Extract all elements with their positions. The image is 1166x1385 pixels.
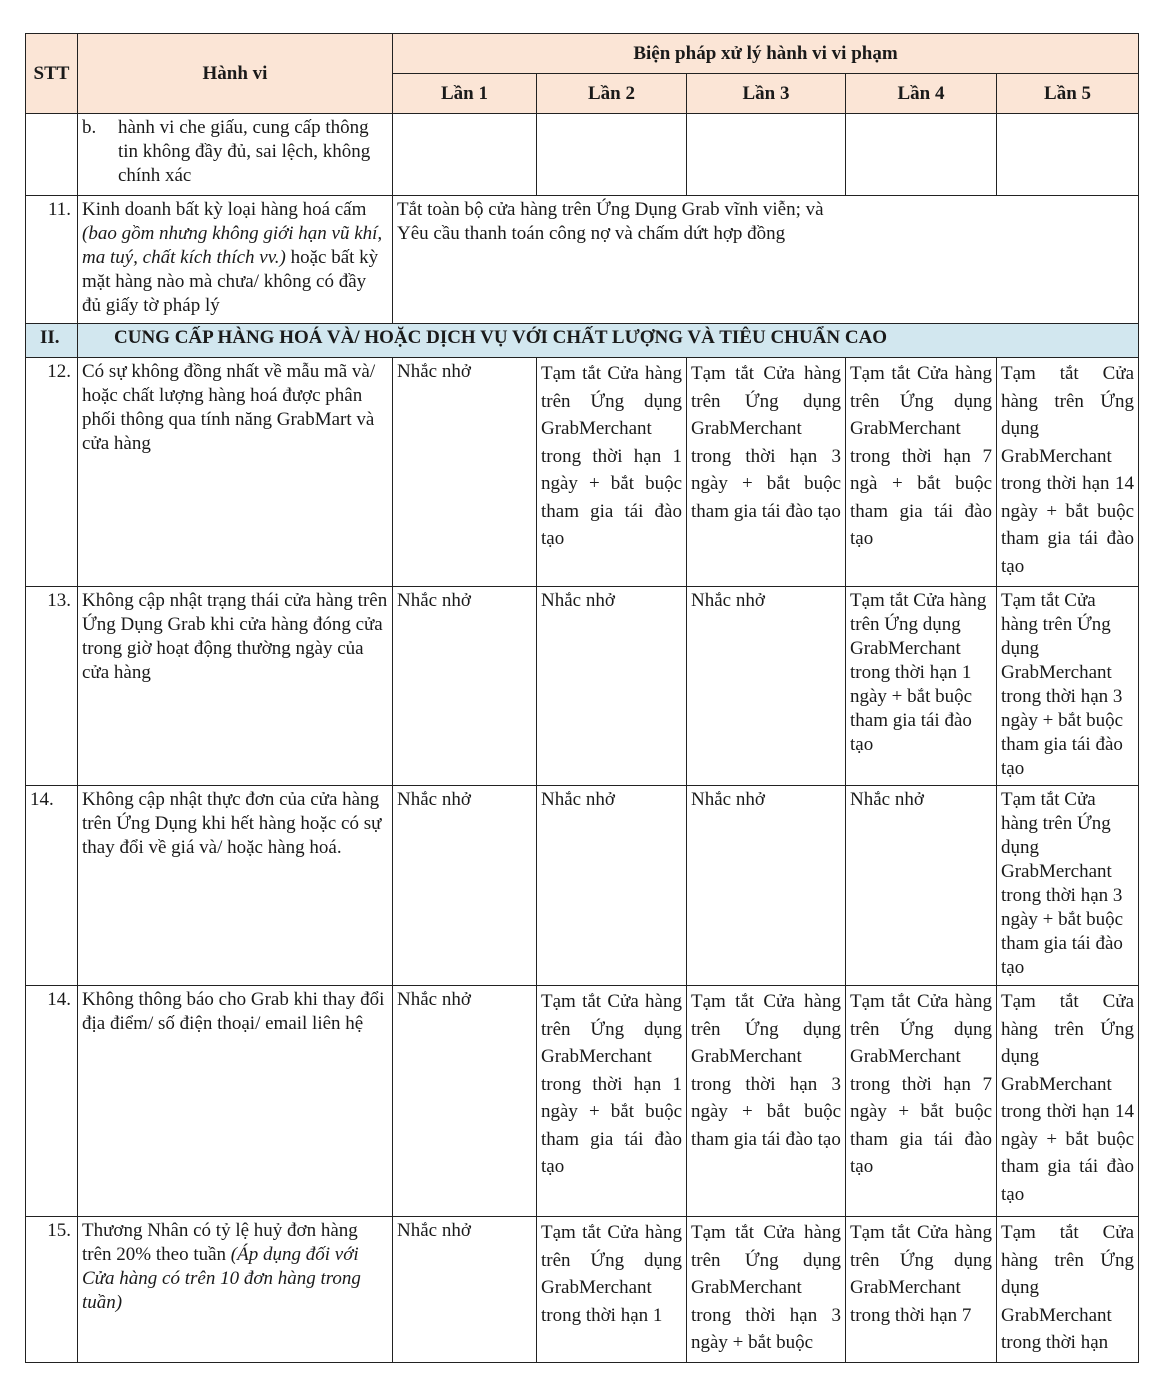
header-time-4: Lần 4	[846, 74, 997, 114]
behavior-cell	[78, 196, 393, 324]
stt-cell: 15.	[26, 1217, 78, 1363]
header-measures: Biện pháp xử lý hành vi vi phạm	[393, 34, 1139, 74]
table-row-13	[26, 587, 1139, 786]
table-row-b	[26, 114, 1139, 196]
measure-time-2: Tạm tắt Cửa hàng trên Ứng dụng GrabMerchant trong thời hạn 1 ngày + bắt buộc tham gia tái đào tạo	[537, 358, 687, 587]
measure-time-5: Tạm tắt Cửa hàng trên Ứng dụng GrabMerchant trong thời hạn 3 ngày + bắt buộc tham gia tái đào tạo	[997, 786, 1139, 986]
stt-cell: 13.	[26, 587, 78, 786]
measure-line-1: Tắt toàn bộ cửa hàng trên Ứng Dụng Grab vĩnh viễn; và	[397, 199, 824, 220]
stt-cell: 12.	[26, 358, 78, 587]
measure-line-2: Yêu cầu thanh toán công nợ và chấm dứt hợp đồng	[397, 223, 786, 244]
sub-item-label: b.	[82, 117, 97, 138]
measure-time-3: Tạm tắt Cửa hàng trên Ứng dụng GrabMerchant trong thời hạn 3 ngày + bắt buộc tham gia tái đào tạo	[687, 986, 846, 1217]
measure-time-2: Tạm tắt Cửa hàng trên Ứng dụng GrabMerchant trong thời hạn 1 ngày + bắt buộc tham gia tái đào tạo	[537, 986, 687, 1217]
stt-cell: 14.	[26, 986, 78, 1217]
behavior-text: Kinh doanh bất kỳ loại hàng hoá cấm	[82, 199, 367, 220]
measure-time-4: Tạm tắt Cửa hàng trên Ứng dụng GrabMerchant trong thời hạn 7 ngà + bắt buộc tham gia tái đào tạo	[846, 358, 997, 587]
measure-time-5: Tạm tắt Cửa hàng trên Ứng dụng GrabMerchant trong thời hạn	[997, 1217, 1139, 1363]
measure-time-5: Tạm tắt Cửa hàng trên Ứng dụng GrabMerchant trong thời hạn 3 ngày + bắt buộc tham gia tái đào tạo	[997, 587, 1139, 786]
header-time-5: Lần 5	[997, 74, 1139, 114]
sub-item-text: hành vi che giấu, cung cấp thông tin không đầy đủ, sai lệch, không chính xác	[118, 117, 371, 186]
behavior-cell	[78, 1217, 393, 1363]
measure-time-1: Nhắc nhở	[393, 786, 537, 986]
measure-time-2: Tạm tắt Cửa hàng trên Ứng dụng GrabMerchant trong thời hạn 1	[537, 1217, 687, 1363]
behavior-text: Thương Nhân có tỷ lệ huỷ đơn hàng trên 20% theo tuần	[82, 1220, 358, 1265]
measure-time-1: Nhắc nhở	[393, 986, 537, 1217]
header-time-2: Lần 2	[537, 74, 687, 114]
behavior-cell: Không cập nhật thực đơn của cửa hàng trên Ứng Dụng khi hết hàng hoặc có sự thay đổi về giá và/ hoặc hàng hoá.	[78, 786, 393, 986]
measure-time-1: Nhắc nhở	[393, 587, 537, 786]
measure-time-3: Nhắc nhở	[687, 587, 846, 786]
behavior-cell: Không cập nhật trạng thái cửa hàng trên Ứng Dụng Grab khi cửa hàng đóng cửa trong giờ hoạt động thường ngày của cửa hàng	[78, 587, 393, 786]
behavior-text-cont: hoặc bất kỳ mặt hàng nào mà chưa/ không có đầy đủ giấy tờ pháp lý	[82, 247, 379, 316]
measure-time-2: Nhắc nhở	[537, 786, 687, 986]
measure-time-3: Tạm tắt Cửa hàng trên Ứng dụng GrabMerchant trong thời hạn 3 ngày + bắt buộc tham gia tái đào tạo	[687, 358, 846, 587]
header-time-1: Lần 1	[393, 74, 537, 114]
measure-time-3: Tạm tắt Cửa hàng trên Ứng dụng GrabMerchant trong thời hạn 3 ngày + bắt buộc	[687, 1217, 846, 1363]
behavior-cell: Có sự không đồng nhất về mẫu mã và/ hoặc chất lượng hàng hoá được phân phối thông qua tính năng GrabMart và cửa hàng	[78, 358, 393, 587]
table-row-14b	[26, 986, 1139, 1217]
measure-time-5: Tạm tắt Cửa hàng trên Ứng dụng GrabMerchant trong thời hạn 14 ngày + bắt buộc tham gia tái đào tạo	[997, 986, 1139, 1217]
violation-table	[25, 33, 1139, 1363]
behavior-italic: (Áp dụng đối với Cửa hàng có trên 10 đơn hàng trong tuần)	[82, 1244, 361, 1313]
measure-time-5: Tạm tắt Cửa hàng trên Ứng dụng GrabMerchant trong thời hạn 14 ngày + bắt buộc tham gia tái đào tạo	[997, 358, 1139, 587]
measure-time-4: Nhắc nhở	[846, 786, 997, 986]
table-row-12	[26, 358, 1139, 587]
measure-time-3: Nhắc nhở	[687, 786, 846, 986]
section-title: CUNG CẤP HÀNG HOÁ VÀ/ HOẶC DỊCH VỤ VỚI CHẤT LƯỢNG VÀ TIÊU CHUẨN CAO	[78, 324, 1139, 358]
measure-time-2: Nhắc nhở	[537, 587, 687, 786]
stt-cell: 11.	[26, 196, 78, 324]
behavior-cell	[78, 114, 393, 196]
measure-time-4: Tạm tắt Cửa hàng trên Ứng dụng GrabMerchant trong thời hạn 1 ngày + bắt buộc tham gia tái đào tạo	[846, 587, 997, 786]
measure-cell	[393, 196, 1139, 324]
behavior-cell: Không thông báo cho Grab khi thay đổi địa điểm/ số điện thoại/ email liên hệ	[78, 986, 393, 1217]
header-behavior: Hành vi	[78, 34, 393, 114]
stt-cell: 14.	[26, 786, 78, 986]
stt-cell	[26, 114, 78, 196]
measure-time-1: Nhắc nhở	[393, 1217, 537, 1363]
measure-time-4: Tạm tắt Cửa hàng trên Ứng dụng GrabMerchant trong thời hạn 7	[846, 1217, 997, 1363]
table-row-11	[26, 196, 1139, 324]
header-time-3: Lần 3	[687, 74, 846, 114]
table-row-14a	[26, 786, 1139, 986]
section-number: II.	[26, 324, 78, 358]
behavior-italic: (bao gồm nhưng không giới hạn vũ khí, ma tuý, chất kích thích vv.)	[82, 223, 383, 268]
table-row-15	[26, 1217, 1139, 1363]
section-header	[26, 324, 1139, 358]
measure-time-1: Nhắc nhở	[393, 358, 537, 587]
header-stt: STT	[26, 34, 78, 114]
measure-time-4: Tạm tắt Cửa hàng trên Ứng dụng GrabMerchant trong thời hạn 7 ngày + bắt buộc tham gia tái đào tạo	[846, 986, 997, 1217]
